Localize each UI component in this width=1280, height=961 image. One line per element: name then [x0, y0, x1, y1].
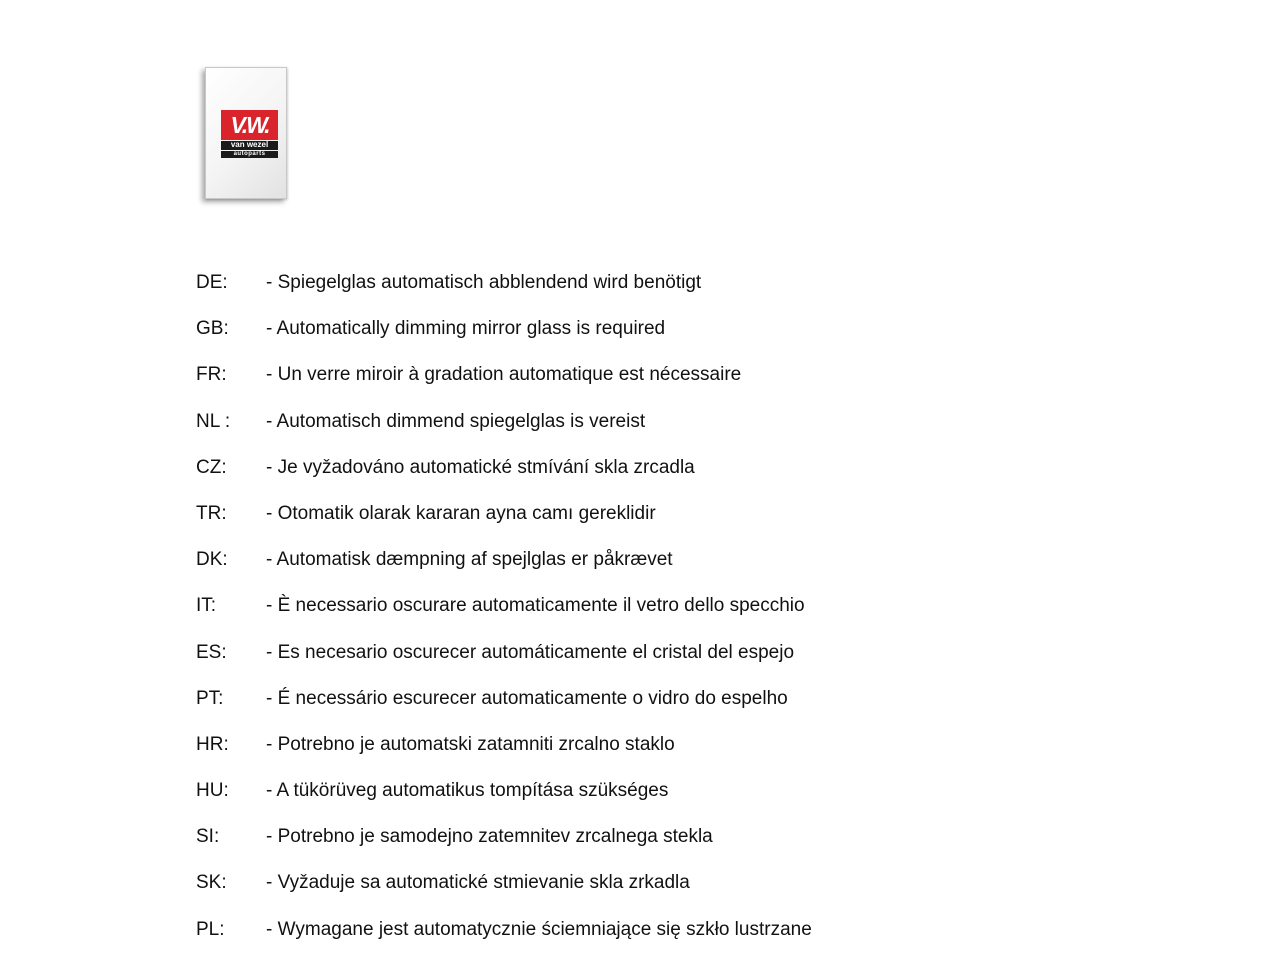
translation-row	[196, 822, 956, 868]
language-code: CZ:	[196, 456, 227, 478]
translation-text: - Spiegelglas automatisch abblendend wird benötigt	[266, 272, 702, 293]
logo-mark: V.W.	[230, 112, 269, 138]
language-code: FR:	[196, 364, 227, 386]
language-code: GB:	[196, 318, 229, 340]
translation-row	[196, 684, 956, 730]
logo-subtitle: autoparts	[221, 151, 278, 158]
language-code: ES:	[196, 641, 227, 663]
translation-list	[196, 268, 956, 961]
translation-text: - È necessario oscurare automaticamente il vetro dello specchio	[266, 595, 805, 617]
translation-row	[196, 314, 956, 360]
translation-row	[196, 638, 956, 684]
translation-row	[196, 268, 956, 314]
translation-text: - Es necesario oscurecer automáticamente el cristal del espejo	[266, 641, 795, 663]
translation-text: - Otomatik olarak kararan ayna camı gereklidir	[266, 502, 656, 524]
translation-text: - Vyžaduje sa automatické stmievanie skla zrkadla	[266, 872, 690, 894]
translation-text: - Automatisch dimmend spiegelglas is vereist	[266, 410, 646, 432]
brand-logo	[221, 110, 278, 158]
translation-text: - A tükörüveg automatikus tompítása szükséges	[266, 780, 669, 802]
language-code: IT:	[196, 595, 217, 617]
translation-row	[196, 776, 956, 822]
translation-text: - Je vyžadováno automatické stmívání skla zrcadla	[266, 456, 695, 478]
logo-name: van wezel	[221, 141, 278, 150]
translation-row	[196, 407, 956, 453]
language-code: PT:	[196, 687, 224, 709]
translation-row	[196, 915, 956, 961]
translation-text: - Potrebno je samodejno zatemnitev zrcalnega stekla	[266, 826, 713, 848]
translation-row	[196, 868, 956, 914]
language-code: SI:	[196, 826, 220, 848]
language-code: DK:	[196, 549, 228, 571]
language-code: SK:	[196, 872, 227, 894]
language-code: PL:	[196, 918, 225, 940]
translation-text: - Automatisk dæmpning af spejlglas er påkrævet	[266, 549, 673, 571]
translation-text: - É necessário escurecer automaticamente o vidro do espelho	[266, 687, 788, 709]
translation-text: - Potrebno je automatski zatamniti zrcalno staklo	[266, 733, 675, 755]
translation-row	[196, 730, 956, 776]
brand-logo-card	[205, 67, 287, 199]
translation-row	[196, 591, 956, 637]
language-code: TR:	[196, 502, 227, 524]
translation-row	[196, 360, 956, 406]
language-code: DE:	[196, 272, 228, 293]
translation-row	[196, 453, 956, 499]
translation-text: - Un verre miroir à gradation automatique est nécessaire	[266, 364, 742, 386]
translation-row	[196, 545, 956, 591]
language-code: HU:	[196, 780, 229, 802]
language-code: NL :	[196, 410, 231, 432]
translation-text: - Automatically dimming mirror glass is required	[266, 318, 666, 340]
translation-row	[196, 499, 956, 545]
translation-text: - Wymagane jest automatycznie ściemniające się szkło lustrzane	[266, 918, 812, 940]
language-code: HR:	[196, 733, 229, 755]
